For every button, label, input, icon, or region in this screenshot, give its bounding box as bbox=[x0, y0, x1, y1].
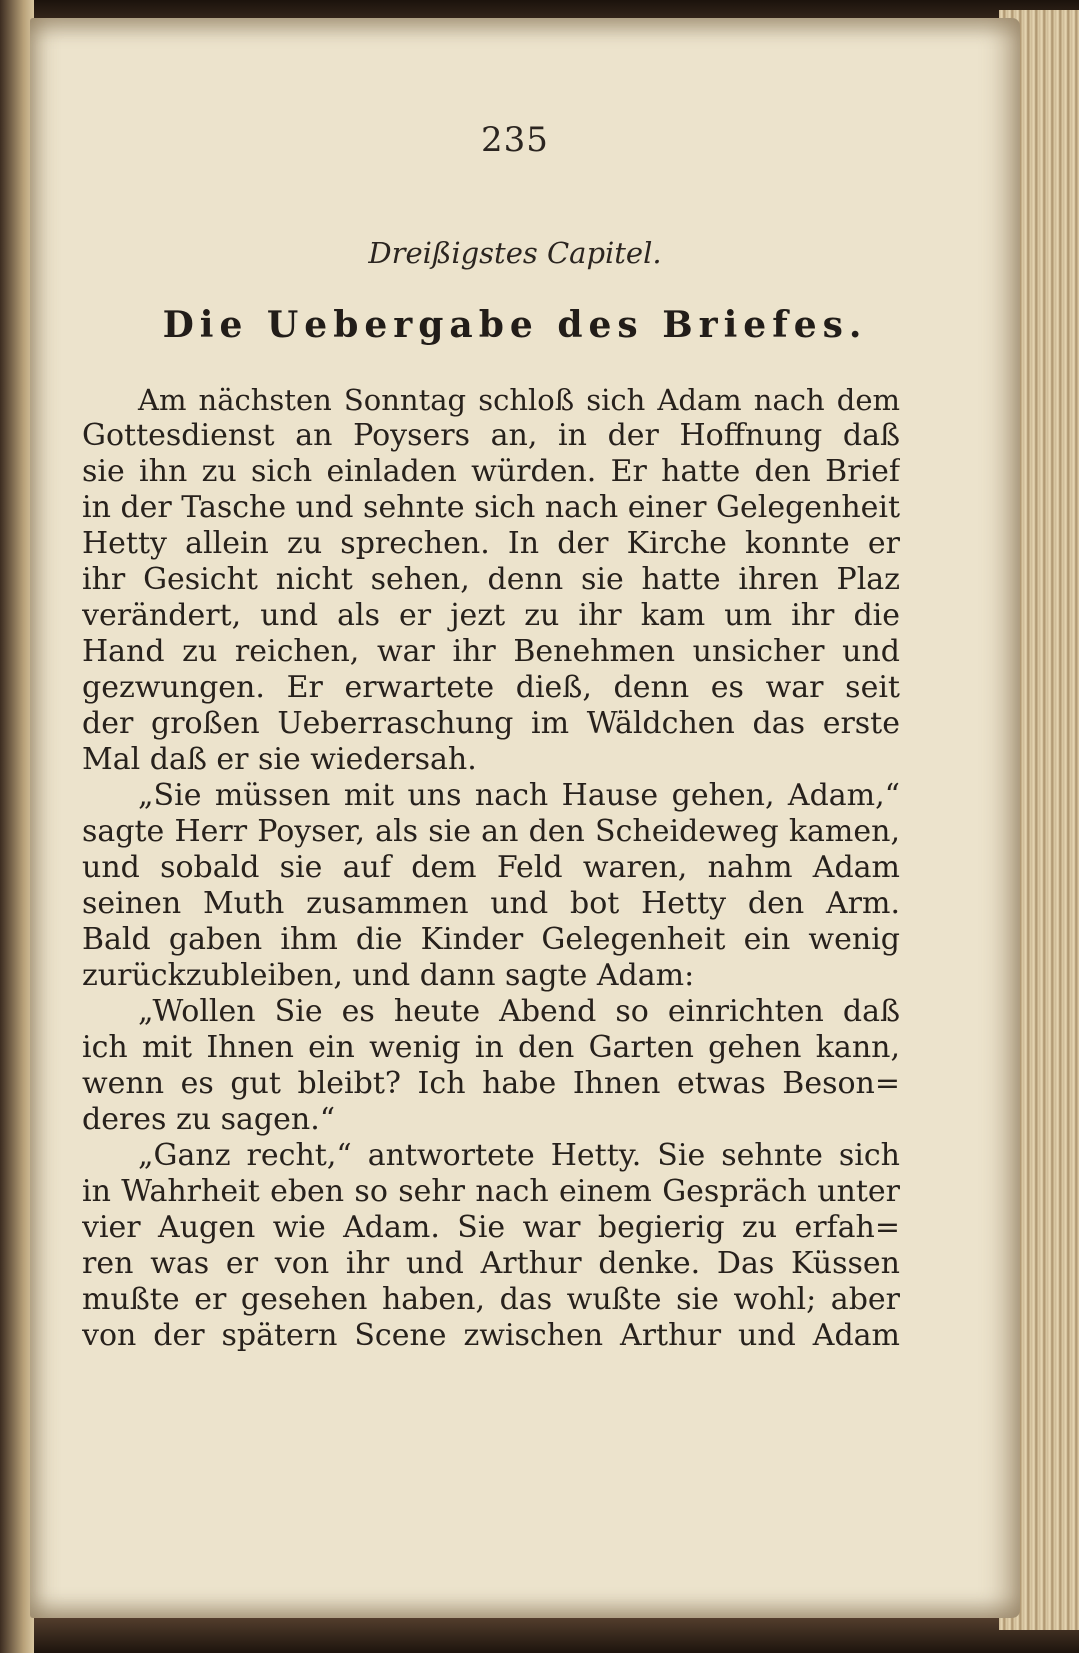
text-line: Mal daß er sie wiedersah. bbox=[82, 742, 477, 777]
text-line: und sobald sie auf dem Feld waren, nahm Adam bbox=[82, 850, 900, 885]
book-page bbox=[30, 18, 1020, 1618]
text-line: in der Tasche und sehnte sich nach einer Gelegenheit bbox=[82, 490, 900, 525]
chapter-title: Die Uebergabe des Briefes. bbox=[162, 304, 868, 346]
text-line: Gottesdienst an Poysers an, in der Hoffnung daß bbox=[82, 418, 900, 453]
page-number: 235 bbox=[481, 120, 549, 160]
text-line: deres zu sagen.“ bbox=[82, 1102, 336, 1137]
text-line: „Sie müssen mit uns nach Hause gehen, Adam,“ bbox=[138, 778, 900, 813]
text-line: wenn es gut bleibt? Ich habe Ihnen etwas Beson= bbox=[82, 1066, 900, 1101]
text-line: in Wahrheit eben so sehr nach einem Gespräch unter bbox=[82, 1174, 900, 1209]
text-line: vier Augen wie Adam. Sie war begierig zu erfah= bbox=[82, 1210, 900, 1245]
text-line: Bald gaben ihm die Kinder Gelegenheit ein wenig bbox=[82, 922, 900, 957]
book-spine-gutter bbox=[0, 0, 34, 1653]
body-text bbox=[82, 382, 900, 1354]
text-line: ihr Gesicht nicht sehen, denn sie hatte ihren Plaz bbox=[82, 562, 900, 597]
text-line: Hetty allein zu sprechen. In der Kirche konnte er bbox=[82, 526, 900, 561]
text-line: gezwungen. Er erwartete dieß, denn es war seit bbox=[82, 670, 900, 705]
text-line: Hand zu reichen, war ihr Benehmen unsicher und bbox=[82, 634, 900, 669]
text-line: sie ihn zu sich einladen würden. Er hatte den Brief bbox=[82, 454, 900, 489]
text-line: ren was er von ihr und Arthur denke. Das Küssen bbox=[82, 1246, 900, 1281]
book-cover-edge-bottom bbox=[0, 1613, 1079, 1653]
text-line: sagte Herr Poyser, als sie an den Scheideweg kamen, bbox=[82, 814, 900, 849]
text-line: verändert, und als er jezt zu ihr kam um ihr die bbox=[82, 598, 900, 633]
chapter-number: Dreißigstes Capitel. bbox=[368, 236, 662, 270]
text-line: ich mit Ihnen ein wenig in den Garten gehen kann, bbox=[82, 1030, 900, 1065]
text-line: zurückzubleiben, und dann sagte Adam: bbox=[82, 958, 695, 993]
text-line: seinen Muth zusammen und bot Hetty den Arm. bbox=[82, 886, 900, 921]
text-line: mußte er gesehen haben, das wußte sie wohl; aber bbox=[82, 1282, 900, 1317]
text-line: der großen Ueberraschung im Wäldchen das erste bbox=[82, 706, 900, 741]
text-line: „Ganz recht,“ antwortete Hetty. Sie sehnte sich bbox=[138, 1138, 900, 1173]
text-line: „Wollen Sie es heute Abend so einrichten daß bbox=[138, 994, 900, 1029]
text-line: Am nächsten Sonntag schloß sich Adam nach dem bbox=[138, 383, 900, 417]
text-line: von der spätern Scene zwischen Arthur und Adam bbox=[82, 1318, 900, 1353]
